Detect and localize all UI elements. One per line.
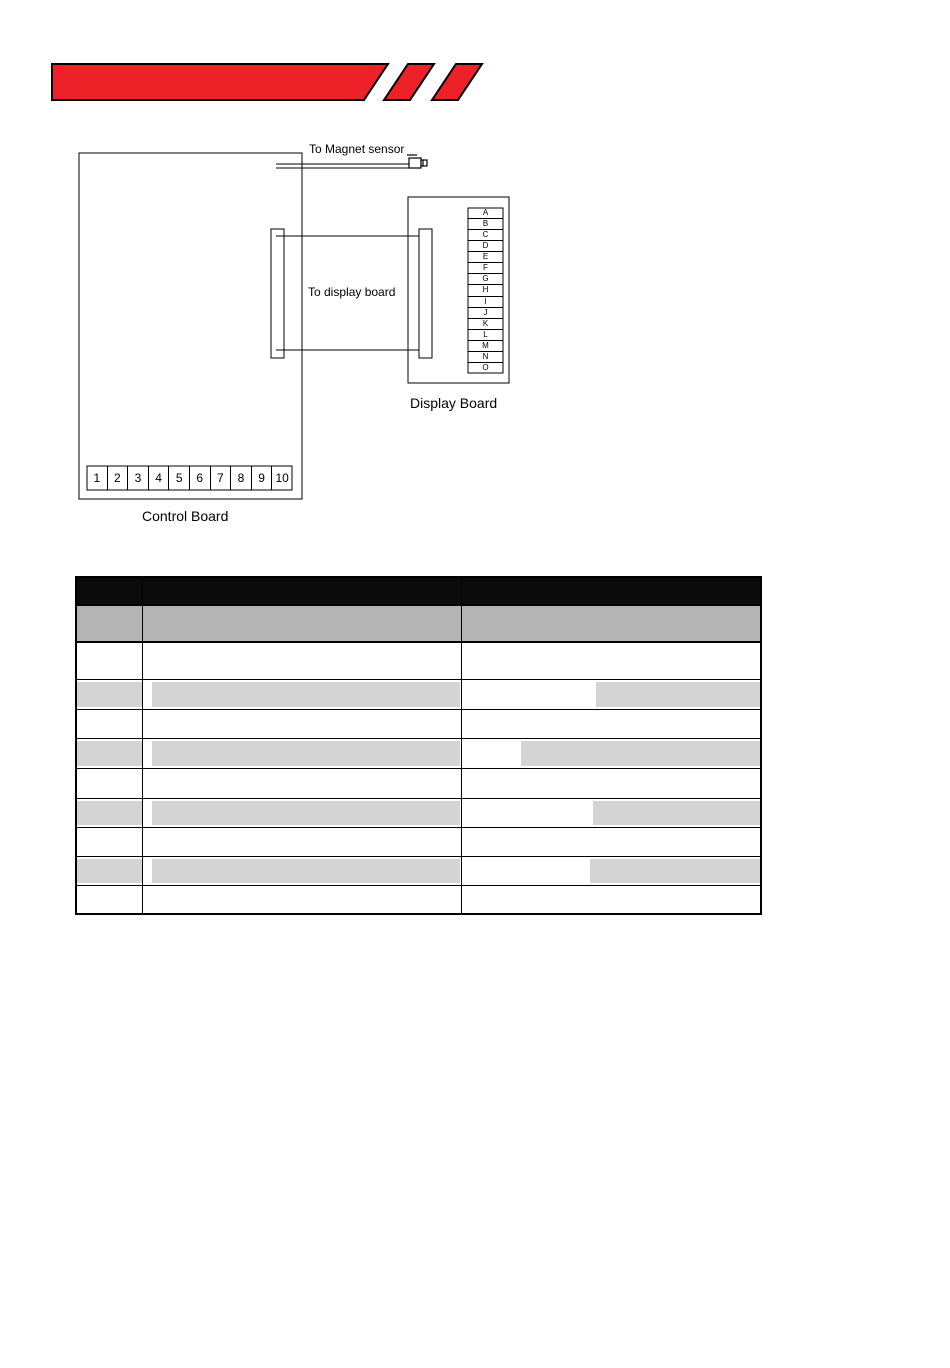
table-subheader-row: [77, 606, 760, 643]
display-pin-column: [468, 208, 503, 373]
terminal-1: 1: [87, 466, 108, 490]
magnet-sensor-label: To Magnet sensor: [309, 142, 405, 156]
display-cable-label: To display board: [308, 285, 396, 299]
table-row: [77, 739, 760, 769]
terminal-3: 3: [128, 466, 149, 490]
terminal-7: 7: [211, 466, 232, 490]
magnet-connector: [407, 155, 427, 168]
table-row: [77, 828, 760, 857]
table-row: [77, 799, 760, 828]
display-board-label: Display Board: [410, 395, 498, 411]
pin-g: G: [468, 274, 503, 285]
table-row: [77, 710, 760, 739]
table-col-divider: [461, 578, 462, 913]
pin-b: B: [468, 219, 503, 230]
pin-l: L: [468, 330, 503, 341]
table-row: [77, 643, 760, 680]
pin-k: K: [468, 319, 503, 330]
pin-e: E: [468, 252, 503, 263]
pin-c: C: [468, 230, 503, 241]
pin-j: J: [468, 308, 503, 319]
table-col-divider: [142, 578, 143, 913]
pin-f: F: [468, 263, 503, 274]
table-row: [77, 769, 760, 799]
terminal-row: [87, 466, 292, 490]
terminal-4: 4: [149, 466, 170, 490]
pin-i: I: [468, 297, 503, 308]
pin-m: M: [468, 341, 503, 352]
control-board-label: Control Board: [142, 508, 229, 524]
table-row: [77, 680, 760, 710]
pin-d: D: [468, 241, 503, 252]
display-ribbon-connector: [419, 229, 432, 358]
pin-o: O: [482, 362, 489, 372]
control-ribbon-connector: [271, 229, 284, 358]
terminal-2: 2: [108, 466, 129, 490]
table-header-row: [77, 578, 760, 606]
pin-a: A: [468, 208, 503, 219]
terminal-9: 9: [252, 466, 273, 490]
table-row: [77, 857, 760, 886]
table-row: [77, 886, 760, 913]
wiring-table: [75, 576, 762, 915]
terminal-8: 8: [231, 466, 252, 490]
terminal-10: 10: [275, 471, 289, 485]
terminal-6: 6: [190, 466, 211, 490]
control-board-outline: [79, 153, 302, 499]
pin-n: N: [468, 352, 503, 363]
terminal-5: 5: [169, 466, 190, 490]
pin-h: H: [468, 285, 503, 296]
